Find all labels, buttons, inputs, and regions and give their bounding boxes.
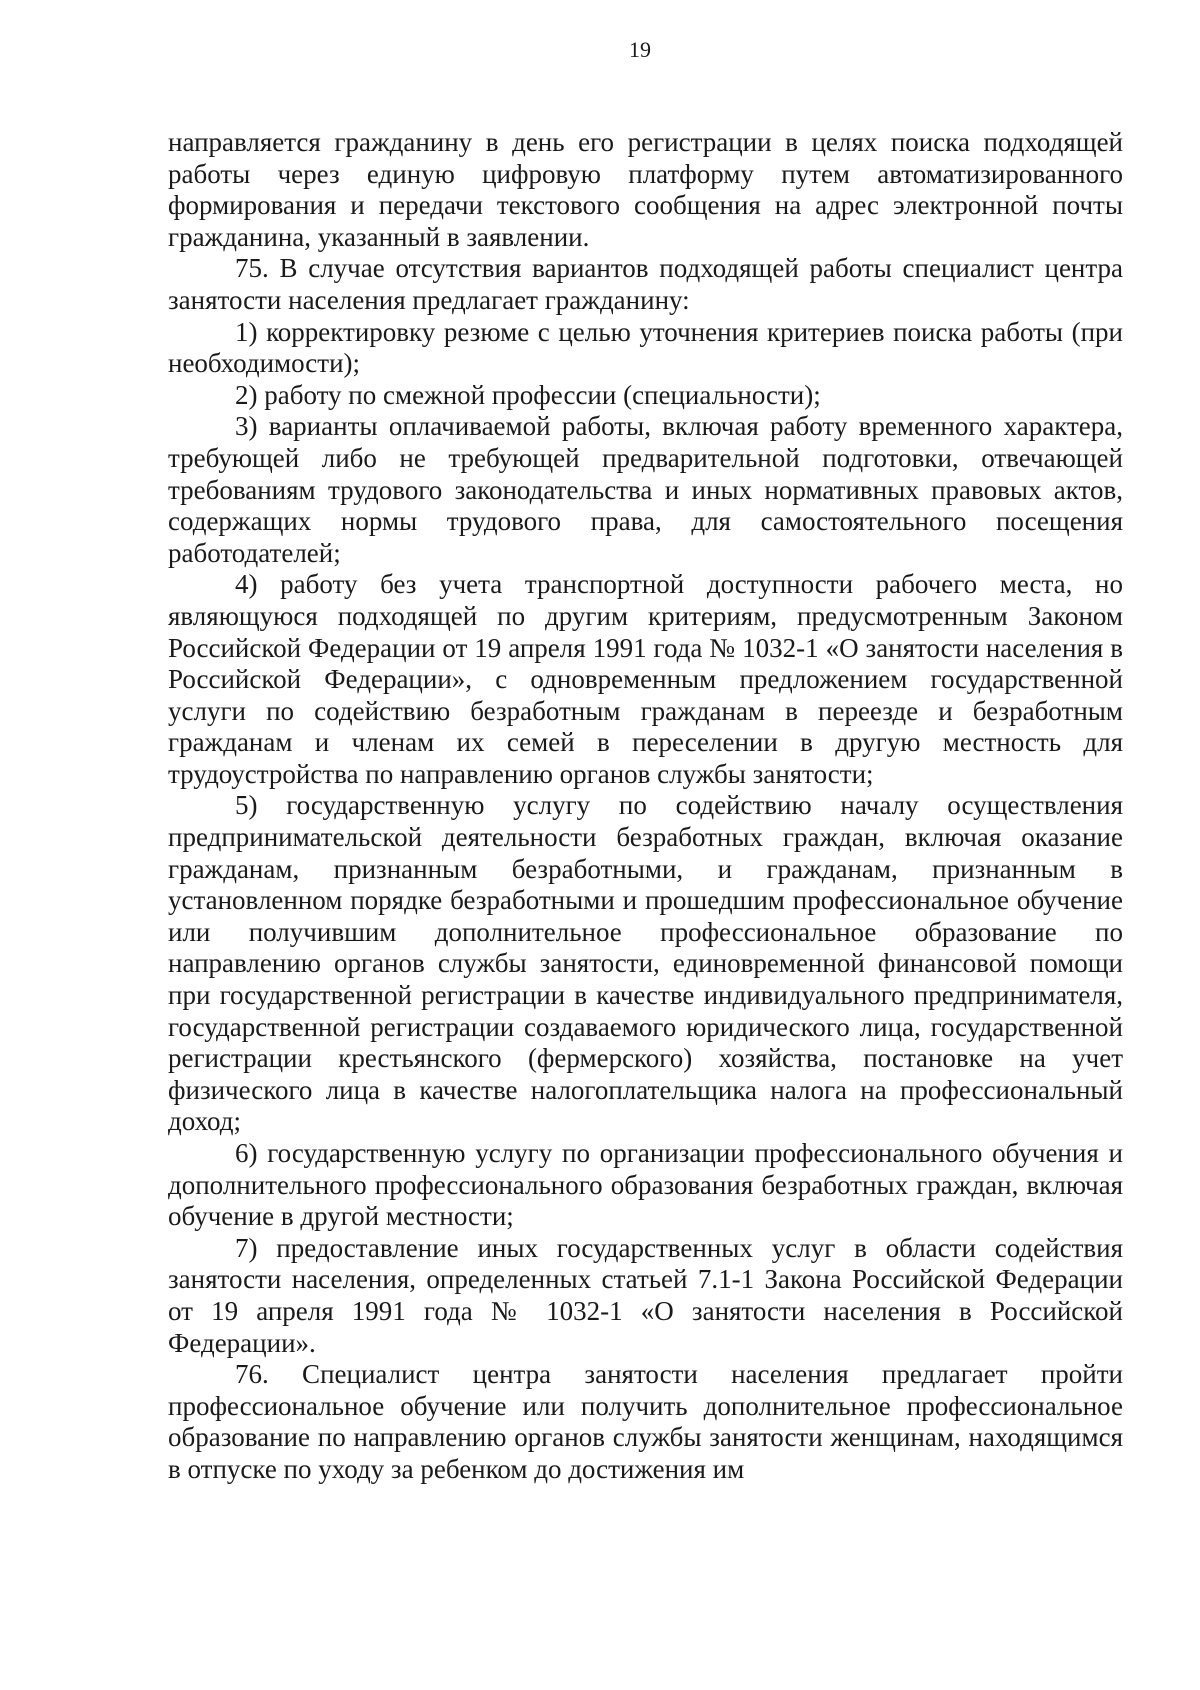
paragraph-75: 75. В случае отсутствия вариантов подходящей работы специалист центра занятости населения предлагает гражданину:: [168, 253, 1123, 315]
list-item-2: 2) работу по смежной профессии (специальности);: [235, 379, 821, 410]
list-item-7: 7) предоставление иных государственных услуг в области содействия занятости населения, определенных статьей 7.1-1 Закона Российской Федерации от 19 апреля 1991 года № 1032-1 «О занятости населения в Российской Федерации».: [168, 1232, 1123, 1358]
list-item-5: 5) государственную услугу по содействию началу осуществления предпринимательской деятельности безработных граждан, включая оказание гражданам, признанным безработными, и гражданам, признанным в установленном порядке безработными и прошедшим профессиональное обучение или получившим дополнительное профессиональное образование по направлению органов службы занятости, единовременной финансовой помощи при государственной регистрации в качестве индивидуального предпринимателя, государственной регистрации создаваемого юридического лица, государственной регистрации крестьянского (фермерского) хозяйства, постановке на учет физического лица в качестве налогоплательщика налога на профессиональный доход;: [168, 790, 1123, 1137]
paragraph-76: 76. Специалист центра занятости населения предлагает пройти профессиональное обучение или получить дополнительное профессиональное образование по направлению органов службы занятости женщинам, находящимся в отпуске по уходу за ребенком до достижения им: [168, 1359, 1123, 1484]
paragraph-continuation: направляется гражданину в день его регистрации в целях поиска подходящей работы через единую цифровую платформу путем автоматизированного формирования и передачи текстового сообщения на адрес электронной почты гражданина, указанный в заявлении.: [168, 127, 1123, 252]
list-item-4: 4) работу без учета транспортной доступности рабочего места, но являющуюся подходящей по другим критериям, предусмотренным Законом Российской Федерации от 19 апреля 1991 года № 1032-1 «О занятости населения в Российской Федерации», с одновременным предложением государственной услуги по содействию безработным гражданам в переезде и безработным гражданам и членам их семей в переселении в другую местность для трудоустройства по направлению органов службы занятости;: [168, 569, 1123, 789]
list-item-6: 6) государственную услугу по организации профессионального обучения и дополнительного профессионального образования безработных граждан, включая обучение в другой местности;: [168, 1138, 1123, 1232]
list-item-3: 3) варианты оплачиваемой работы, включая работу временного характера, требующей либо не требующей предварительной подготовки, отвечающей требованиям трудового законодательства и иных нормативных правовых актов, содержащих нормы трудового права, для самостоятельного посещения работодателей;: [168, 411, 1123, 568]
list-item-1: 1) корректировку резюме с целью уточнения критериев поиска работы (при необходимости);: [168, 316, 1123, 379]
page-number: 19: [629, 37, 651, 62]
document-body: [168, 127, 1123, 1486]
